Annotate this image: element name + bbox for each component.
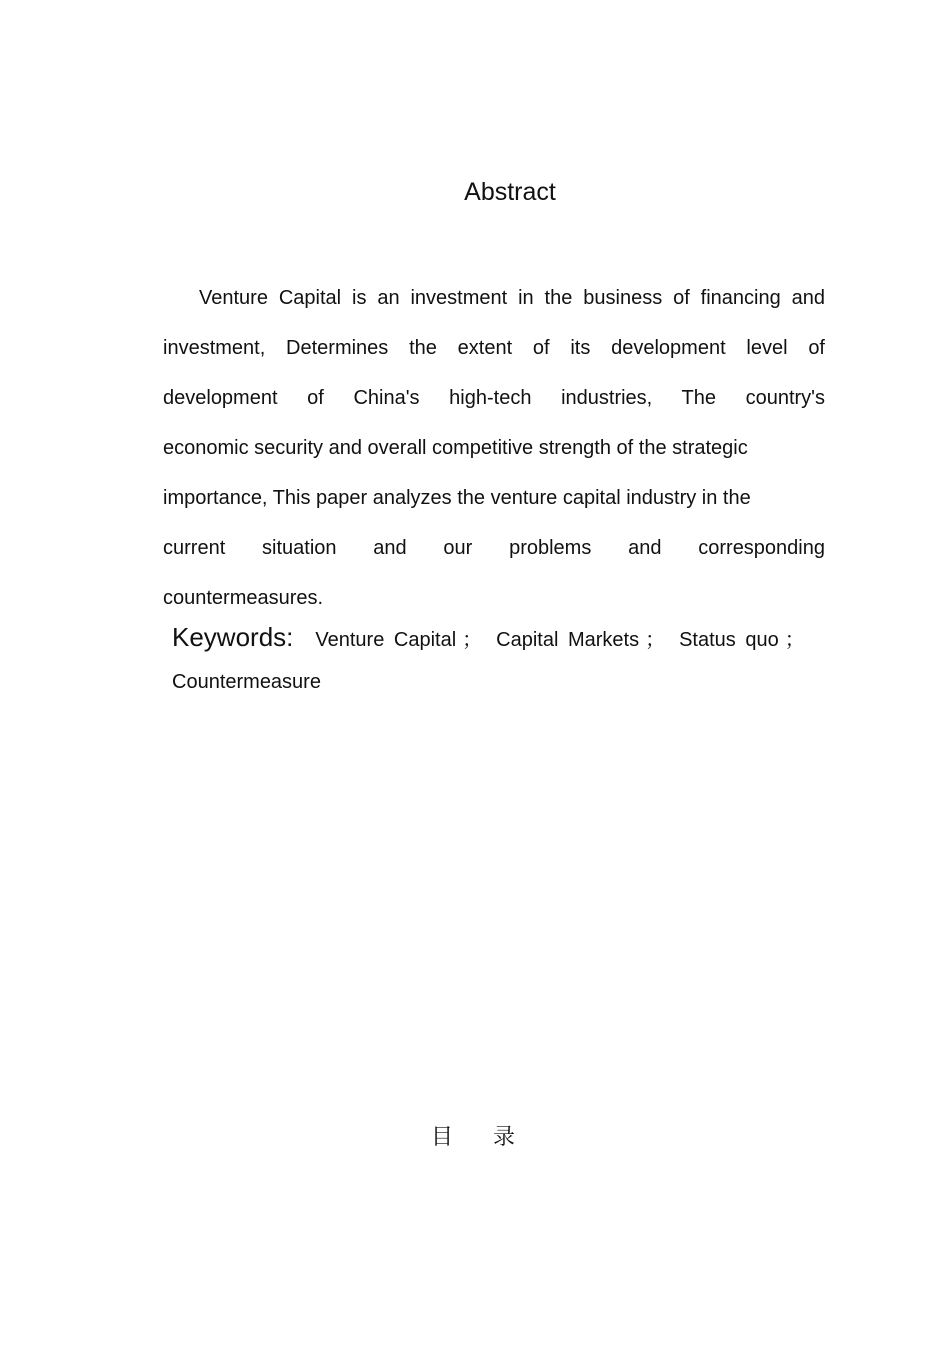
- abstract-line: development of China's high-tech industries, The country's: [163, 387, 825, 409]
- keyword-item: Venture Capital: [315, 629, 457, 651]
- keyword-separator: ；: [462, 627, 483, 651]
- keyword-item: Countermeasure: [172, 671, 321, 693]
- toc-heading: 目录: [430, 1125, 555, 1150]
- keywords-block: [172, 622, 812, 694]
- keywords-label: Keywords:: [172, 622, 294, 652]
- abstract-body: [163, 273, 825, 623]
- abstract-line: investment, Determines the extent of its development level of: [163, 337, 825, 359]
- keyword-separator: ；: [645, 627, 666, 651]
- abstract-line: countermeasures.: [163, 587, 324, 609]
- abstract-line: current situation and our problems and corresponding: [163, 537, 825, 559]
- keywords-line: [172, 622, 812, 662]
- abstract-paragraph: [163, 273, 825, 623]
- abstract-line: economic security and overall competitive strength of the strategic: [163, 437, 748, 459]
- abstract-title: Abstract: [464, 178, 556, 206]
- keyword-item: Status quo: [679, 629, 779, 651]
- keyword-item: Capital Markets: [496, 629, 640, 651]
- abstract-line: Venture Capital is an investment in the business of financing and: [199, 287, 825, 309]
- keyword-separator: ；: [784, 627, 805, 651]
- abstract-line: importance, This paper analyzes the venture capital industry in the: [163, 487, 751, 509]
